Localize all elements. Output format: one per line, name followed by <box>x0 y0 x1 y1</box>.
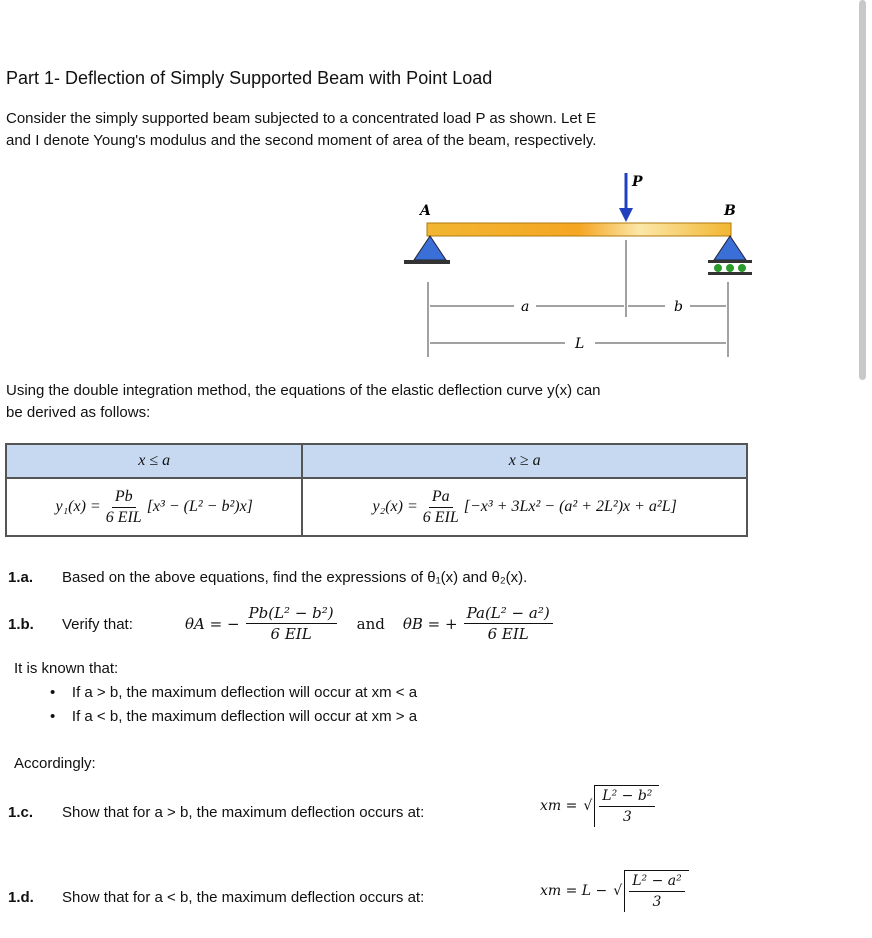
sqrt-symbol: √ $\frac{\text{L² − b²}}{3}$ <box>583 785 661 827</box>
theta-b: θB = + <box>402 614 458 633</box>
table-cell <box>6 478 302 536</box>
bullet-text: If a > b, the maximum deflection will occur at xm < a <box>71 684 418 701</box>
q1a-text: Based on the above equations, find the expressions of θ₁(x) and θ₂(x). <box>62 569 528 586</box>
dim-b: b <box>674 299 683 315</box>
xm-lhs: xm = <box>540 798 578 814</box>
beam-diagram <box>390 170 760 360</box>
eq-num: Pb <box>112 487 136 508</box>
q1a-label: 1.a. <box>8 569 34 586</box>
q1d-equation <box>540 870 691 912</box>
method-line: be derived as follows: <box>6 404 151 421</box>
and-text: and <box>356 614 385 633</box>
eq-den: 6 EIL <box>270 625 312 643</box>
bullet-item: • If a > b, the maximum deflection will occur at xm < a <box>50 684 418 701</box>
eq-num: L² − b² <box>599 786 655 807</box>
roller-support-b <box>714 236 746 260</box>
q1c-text: Show that for a > b, the maximum deflection occurs at: <box>62 804 425 821</box>
intro-line: and I denote Young's modulus and the second moment of area of the beam, respectively. <box>6 132 597 149</box>
eq-den: 6 EIL <box>105 508 142 526</box>
eq-rhs: [−x³ + 3Lx² − (a² + 2L²)x + a²L] <box>463 497 677 515</box>
bullet-item: • If a < b, the maximum deflection will occur at xm > a <box>50 708 418 725</box>
page-title: Part 1- Deflection of Simply Supported Beam with Point Load <box>6 68 493 88</box>
q1b-label: 1.b. <box>8 616 34 633</box>
header-cell: x ≥ a <box>302 444 747 478</box>
eq-rhs: [x³ − (L² − b²)x] <box>146 497 253 515</box>
dim-l: L <box>575 336 585 352</box>
pin-support-a <box>414 236 446 260</box>
eq-num: Pa(L² − a²) <box>464 603 553 624</box>
bullet-text: If a < b, the maximum deflection will occur at xm > a <box>71 708 418 725</box>
eq-num: Pa <box>429 487 453 508</box>
q1d-text: Show that for a < b, the maximum deflection occurs at: <box>62 889 425 906</box>
eq-lhs: y₂(x) = <box>372 497 418 515</box>
table-cell <box>302 478 747 536</box>
method-paragraph <box>6 380 601 424</box>
method-line: Using the double integration method, the equations of the elastic deflection curve y(x) can <box>6 382 601 399</box>
eq-den: 3 <box>622 809 632 825</box>
sqrt-symbol: √ $\frac{\text{L² − a²}}{3}$ <box>613 870 690 912</box>
q1c-equation <box>540 785 661 827</box>
q1b-text: Verify that: <box>62 616 133 633</box>
accordingly-text: Accordingly: <box>14 755 96 772</box>
intro-paragraph <box>6 108 596 152</box>
known-intro: It is known that: <box>14 660 119 677</box>
eq-den: 6 EIL <box>487 625 529 643</box>
eq-num: Pb(L² − b²) <box>246 603 337 624</box>
eq-den: 3 <box>652 894 662 910</box>
q1b-equation <box>185 603 555 644</box>
intro-line: Consider the simply supported beam subjected to a concentrated load P as shown. Let E <box>6 110 597 127</box>
header-cell: x ≤ a <box>6 444 302 478</box>
deflection-table <box>5 443 748 537</box>
eq-lhs: y₁(x) = <box>55 497 101 515</box>
load-label: P <box>632 174 643 190</box>
eq-den: 6 EIL <box>422 508 459 526</box>
q1c-label: 1.c. <box>8 804 34 821</box>
dim-a: a <box>521 299 530 315</box>
label-b: B <box>724 203 736 219</box>
q1d-label: 1.d. <box>8 889 34 906</box>
scrollbar[interactable] <box>859 0 866 380</box>
beam <box>427 223 731 236</box>
theta-a: θA = − <box>185 614 240 633</box>
eq-num: L² − a² <box>629 871 685 892</box>
label-a: A <box>420 203 431 219</box>
xm-lhs: xm = L − <box>540 883 608 899</box>
